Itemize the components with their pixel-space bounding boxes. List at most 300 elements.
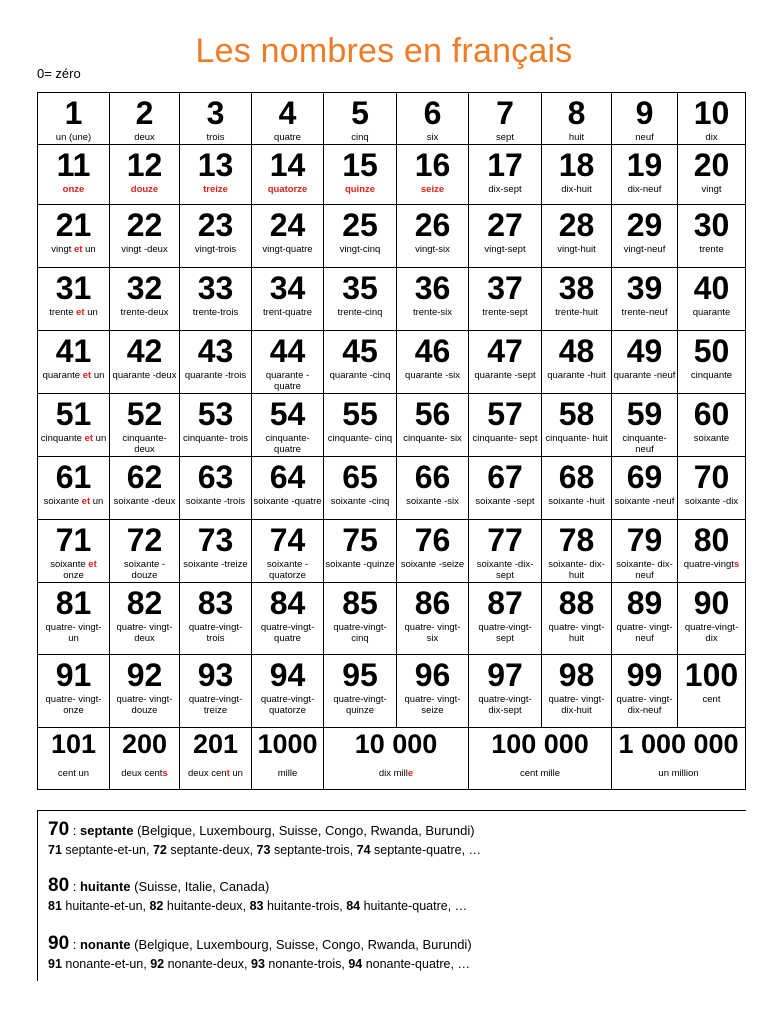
number-digit: 99 xyxy=(626,657,663,693)
number-word: quatre-vingt- quatorze xyxy=(260,694,315,716)
number-digit: 83 xyxy=(197,585,234,621)
number-digit: 60 xyxy=(693,396,730,432)
number-digit: 57 xyxy=(487,396,523,432)
table-row xyxy=(38,655,746,728)
example-number: 93 xyxy=(251,957,265,971)
number-digit: 96 xyxy=(414,657,451,693)
table-row xyxy=(38,268,746,331)
number-digit: 18 xyxy=(558,147,595,183)
number-cell xyxy=(678,205,746,268)
number-word: cinquante et un xyxy=(40,433,107,444)
number-digit: 27 xyxy=(487,207,523,243)
number-cell xyxy=(469,394,542,457)
number-cell xyxy=(612,205,678,268)
number-digit: 30 xyxy=(693,207,730,243)
number-word: neuf xyxy=(635,132,654,143)
number-cell xyxy=(678,394,746,457)
number-word: quatre-vingt- sept xyxy=(478,622,532,644)
number-digit: 69 xyxy=(626,459,663,495)
number-digit: 11 xyxy=(56,147,91,183)
number-cell xyxy=(110,583,180,655)
number-word: trente-huit xyxy=(555,307,598,318)
number-digit: 80 xyxy=(693,522,730,558)
number-digit: 70 xyxy=(693,459,730,495)
number-word: seize xyxy=(420,184,445,195)
number-word: dix xyxy=(705,132,718,143)
number-cell xyxy=(469,205,542,268)
number-digit: 61 xyxy=(55,459,92,495)
variant-examples xyxy=(48,957,472,971)
table-row xyxy=(38,331,746,394)
number-cell xyxy=(469,520,542,583)
number-cell xyxy=(397,205,469,268)
number-digit: 94 xyxy=(269,657,306,693)
number-cell xyxy=(542,268,612,331)
number-word: quatre- vingt- six xyxy=(404,622,461,644)
number-word: quatre- vingt- neuf xyxy=(616,622,673,644)
number-cell xyxy=(542,457,612,520)
number-digit: 43 xyxy=(197,333,234,369)
example-number: 72 xyxy=(152,843,167,857)
number-cell xyxy=(469,268,542,331)
number-cell xyxy=(324,331,397,394)
number-cell xyxy=(397,268,469,331)
highlight-mark: et xyxy=(74,244,83,255)
number-word: cinquante- deux xyxy=(122,433,167,455)
number-cell xyxy=(180,520,252,583)
number-digit: 20 xyxy=(693,147,730,183)
number-cell xyxy=(324,520,397,583)
number-word: cent un xyxy=(57,768,90,779)
number-word: quatre-vingt- dix-sept xyxy=(478,694,532,716)
number-cell xyxy=(324,268,397,331)
number-digit: 65 xyxy=(342,459,378,495)
number-digit: 91 xyxy=(55,657,92,693)
number-cell xyxy=(38,655,110,728)
number-digit: 8 xyxy=(567,95,586,131)
variant-countries: (Suisse, Italie, Canada) xyxy=(134,879,270,894)
number-digit: 1 000 000 xyxy=(618,729,739,759)
number-digit: 85 xyxy=(342,585,378,621)
number-word: soixante -six xyxy=(406,496,459,507)
number-word: quatre- vingt- huit xyxy=(548,622,605,644)
number-word: quarante -quatre xyxy=(265,370,310,392)
number-digit: 23 xyxy=(197,207,234,243)
number-digit: 81 xyxy=(55,585,92,621)
number-word: cinq xyxy=(351,132,369,143)
number-digit: 26 xyxy=(414,207,451,243)
number-cell xyxy=(678,457,746,520)
number-word: soixante -trois xyxy=(185,496,246,507)
number-word: deux xyxy=(134,132,155,143)
number-cell xyxy=(397,331,469,394)
number-cell xyxy=(110,520,180,583)
number-word: huit xyxy=(568,132,585,143)
number-cell xyxy=(110,145,180,205)
number-digit: 40 xyxy=(693,270,730,306)
number-digit: 51 xyxy=(55,396,92,432)
number-digit: 39 xyxy=(626,270,663,306)
example-number: 82 xyxy=(149,899,164,913)
variant-countries: (Belgique, Luxembourg, Suisse, Congo, Rwanda, Burundi) xyxy=(134,937,472,952)
regional-variants-box xyxy=(37,810,746,981)
number-word: vingt-quatre xyxy=(262,244,313,255)
number-cell xyxy=(180,655,252,728)
example-word: huitante-et-un, xyxy=(65,899,146,913)
highlight-mark: t xyxy=(226,768,230,779)
example-number: 83 xyxy=(249,899,264,913)
number-cell xyxy=(542,394,612,457)
highlight-mark: et xyxy=(82,370,92,381)
number-digit: 15 xyxy=(342,147,378,183)
number-word: cinquante- huit xyxy=(545,433,608,444)
number-cell xyxy=(38,520,110,583)
example-word: nonante-et-un, xyxy=(65,957,147,971)
number-word: trente et un xyxy=(49,307,98,318)
number-cell xyxy=(110,728,180,790)
number-word: soixante -neuf xyxy=(614,496,675,507)
number-digit: 55 xyxy=(342,396,378,432)
number-word: quarante -sept xyxy=(474,370,536,381)
number-cell xyxy=(324,145,397,205)
number-cell xyxy=(612,728,746,790)
number-cell xyxy=(38,205,110,268)
number-digit: 201 xyxy=(192,729,239,759)
number-word: quatre-vingt- quinze xyxy=(333,694,387,716)
number-digit: 68 xyxy=(558,459,595,495)
number-digit: 46 xyxy=(414,333,451,369)
number-cell xyxy=(180,93,252,145)
number-word: vingt xyxy=(701,184,722,195)
highlight-mark: s xyxy=(733,559,740,570)
variant-block: 80 : huitante (Suisse, Italie, Canada) 81 huitante-et-un, 82 huitante-deux, 83 huitante-trois, 84 huitante-quatre, … xyxy=(48,875,468,913)
number-word: cinquante- cinq xyxy=(327,433,393,444)
number-digit: 71 xyxy=(55,522,92,558)
number-word: quatre- vingt- dix-huit xyxy=(548,694,605,716)
number-digit: 200 xyxy=(121,729,168,759)
number-digit: 78 xyxy=(558,522,595,558)
number-word: quarante -trois xyxy=(184,370,247,381)
number-cell xyxy=(38,268,110,331)
number-digit: 47 xyxy=(487,333,523,369)
number-word: soixante -sept xyxy=(475,496,535,507)
number-cell xyxy=(678,331,746,394)
number-word: trente-six xyxy=(412,307,453,318)
number-digit: 100 000 xyxy=(491,729,589,759)
number-cell xyxy=(678,268,746,331)
number-word: soixante -deux xyxy=(113,496,176,507)
page-title: Les nombres en français xyxy=(195,32,573,70)
number-cell xyxy=(38,93,110,145)
numbers-table xyxy=(37,92,746,790)
number-word: vingt-sept xyxy=(484,244,526,255)
number-digit: 89 xyxy=(626,585,663,621)
number-cell xyxy=(110,331,180,394)
variant-name: nonante xyxy=(79,937,131,952)
number-digit: 34 xyxy=(269,270,306,306)
example-word: huitante-trois, xyxy=(266,899,343,913)
number-digit: 22 xyxy=(126,207,163,243)
example-word: nonante-quatre, … xyxy=(365,957,470,971)
number-word: douze xyxy=(130,184,159,195)
number-word: soixante -cinq xyxy=(330,496,390,507)
number-cell xyxy=(469,583,542,655)
number-digit: 49 xyxy=(626,333,663,369)
number-digit: 50 xyxy=(693,333,730,369)
number-word: onze xyxy=(62,184,85,195)
number-digit: 75 xyxy=(342,522,378,558)
number-word: soixante -dix-sept xyxy=(476,559,534,581)
number-word: vingt-neuf xyxy=(623,244,666,255)
number-word: soixante -huit xyxy=(548,496,605,507)
number-cell xyxy=(180,331,252,394)
number-cell xyxy=(180,583,252,655)
highlight-mark: e xyxy=(407,768,414,779)
number-word: quatre-vingt- quatre xyxy=(260,622,315,644)
number-cell xyxy=(612,655,678,728)
number-cell xyxy=(252,205,324,268)
number-digit: 74 xyxy=(269,522,306,558)
number-cell xyxy=(252,145,324,205)
number-cell xyxy=(180,394,252,457)
number-digit: 44 xyxy=(269,333,306,369)
number-digit: 82 xyxy=(126,585,163,621)
number-digit: 58 xyxy=(558,396,595,432)
number-digit: 3 xyxy=(206,95,225,131)
example-number: 94 xyxy=(348,957,363,971)
number-cell xyxy=(324,583,397,655)
number-word: quatre- vingt- seize xyxy=(404,694,461,716)
variant-examples xyxy=(48,899,467,913)
number-word: quatre- vingt- onze xyxy=(45,694,102,716)
number-word: soixante et onze xyxy=(50,559,97,581)
number-digit: 17 xyxy=(487,147,523,183)
number-digit: 29 xyxy=(626,207,663,243)
number-word: sept xyxy=(496,132,514,143)
number-cell xyxy=(110,457,180,520)
example-word: nonante-trois, xyxy=(268,957,345,971)
number-word: vingt -deux xyxy=(121,244,168,255)
number-digit: 21 xyxy=(55,207,92,243)
number-digit: 59 xyxy=(626,396,663,432)
number-digit: 73 xyxy=(197,522,234,558)
number-word: quatre- vingt- un xyxy=(45,622,102,644)
number-cell xyxy=(542,145,612,205)
number-cell xyxy=(110,268,180,331)
number-digit: 67 xyxy=(487,459,523,495)
number-word: quatre-vingt- cinq xyxy=(333,622,387,644)
number-digit: 66 xyxy=(414,459,451,495)
number-digit: 10 xyxy=(693,95,730,131)
number-word: cent mille xyxy=(519,768,561,779)
number-word: six xyxy=(426,132,439,143)
variant-number: 80 xyxy=(48,875,70,896)
example-number: 71 xyxy=(48,843,62,857)
number-word: quatre- vingt- deux xyxy=(116,622,173,644)
number-word: soixante -quinze xyxy=(325,559,395,570)
number-word: trois xyxy=(206,132,225,143)
variant-name: huitante xyxy=(79,879,131,894)
number-cell xyxy=(252,394,324,457)
number-cell xyxy=(678,145,746,205)
number-digit: 10 000 xyxy=(354,729,438,759)
variant-number: 90 xyxy=(48,933,70,954)
number-word: deux cents xyxy=(121,768,168,779)
number-cell xyxy=(180,457,252,520)
example-number: 74 xyxy=(356,843,371,857)
number-cell xyxy=(678,655,746,728)
number-word: soixante -treize xyxy=(183,559,248,570)
number-digit: 56 xyxy=(414,396,451,432)
number-cell xyxy=(542,583,612,655)
number-word: soixante et un xyxy=(43,496,104,507)
number-word: soixante- dix-neuf xyxy=(616,559,673,581)
number-word: cinquante xyxy=(690,370,733,381)
example-number: 91 xyxy=(48,957,62,971)
number-cell xyxy=(469,93,542,145)
number-word: cinquante- quatre xyxy=(265,433,310,455)
number-word: quatorze xyxy=(267,184,308,195)
number-word: soixante -quatre xyxy=(253,496,322,507)
number-digit: 52 xyxy=(126,396,163,432)
highlight-mark: et xyxy=(88,559,97,570)
number-cell xyxy=(542,655,612,728)
number-cell xyxy=(612,457,678,520)
number-digit: 92 xyxy=(126,657,163,693)
number-cell xyxy=(612,583,678,655)
number-word: vingt-cinq xyxy=(339,244,381,255)
number-cell xyxy=(469,145,542,205)
number-digit: 97 xyxy=(487,657,523,693)
number-digit: 90 xyxy=(693,585,730,621)
number-digit: 2 xyxy=(135,95,154,131)
highlight-mark: et xyxy=(76,307,85,318)
variant-examples xyxy=(48,843,481,857)
number-word: un (une) xyxy=(55,132,92,143)
number-digit: 9 xyxy=(635,95,654,131)
number-word: dix-huit xyxy=(561,184,592,195)
number-word: treize xyxy=(203,184,228,195)
number-digit: 72 xyxy=(126,522,163,558)
number-cell xyxy=(38,728,110,790)
number-cell xyxy=(110,205,180,268)
number-word: trente-sept xyxy=(482,307,528,318)
number-cell xyxy=(252,583,324,655)
number-cell xyxy=(180,145,252,205)
table-row xyxy=(38,583,746,655)
number-word: dix-neuf xyxy=(627,184,662,195)
example-number: 81 xyxy=(48,899,62,913)
number-cell xyxy=(678,583,746,655)
number-word: cinquante- six xyxy=(403,433,462,444)
number-digit: 77 xyxy=(487,522,523,558)
number-digit: 1000 xyxy=(257,729,318,759)
number-cell xyxy=(38,583,110,655)
number-digit: 5 xyxy=(351,95,369,131)
number-word: soixante- dix-huit xyxy=(548,559,605,581)
example-number: 73 xyxy=(256,843,271,857)
table-row xyxy=(38,145,746,205)
number-digit: 12 xyxy=(126,147,163,183)
number-word: quarante -neuf xyxy=(613,370,676,381)
number-cell xyxy=(397,394,469,457)
number-cell xyxy=(38,331,110,394)
number-word: vingt-trois xyxy=(194,244,237,255)
number-cell xyxy=(612,394,678,457)
number-digit: 7 xyxy=(496,95,514,131)
number-cell xyxy=(324,394,397,457)
number-cell xyxy=(612,93,678,145)
number-word: quatre-vingt- treize xyxy=(188,694,243,716)
number-digit: 36 xyxy=(414,270,451,306)
number-digit: 6 xyxy=(423,95,442,131)
number-word: quatre-vingt- trois xyxy=(188,622,243,644)
highlight-mark: et xyxy=(84,433,94,444)
number-cell xyxy=(542,205,612,268)
number-digit: 28 xyxy=(558,207,595,243)
number-digit: 19 xyxy=(626,147,663,183)
number-word: deux cent un xyxy=(188,768,243,779)
number-cell xyxy=(678,520,746,583)
variant-name: septante xyxy=(79,823,134,838)
number-digit: 38 xyxy=(558,270,595,306)
number-word: quatre- vingt- dix-neuf xyxy=(616,694,673,716)
number-cell xyxy=(469,457,542,520)
number-word: quarante xyxy=(692,307,731,318)
number-word: trente-trois xyxy=(192,307,239,318)
number-cell xyxy=(397,457,469,520)
number-digit: 4 xyxy=(278,95,297,131)
number-digit: 42 xyxy=(126,333,163,369)
number-digit: 76 xyxy=(414,522,451,558)
number-word: soixante xyxy=(693,433,730,444)
number-word: vingt-huit xyxy=(557,244,596,255)
number-cell xyxy=(397,655,469,728)
number-cell xyxy=(542,93,612,145)
number-cell xyxy=(324,457,397,520)
number-digit: 95 xyxy=(342,657,378,693)
number-word: quatre-vingts xyxy=(683,559,740,570)
number-cell xyxy=(324,205,397,268)
number-digit: 53 xyxy=(197,396,234,432)
number-word: cent xyxy=(702,694,721,705)
number-cell xyxy=(469,655,542,728)
number-word: quarante et un xyxy=(42,370,105,381)
number-digit: 63 xyxy=(197,459,234,495)
number-word: soixante -quatorze xyxy=(266,559,309,581)
table-row xyxy=(38,457,746,520)
table-row xyxy=(38,394,746,457)
number-word: cinquante- sept xyxy=(472,433,538,444)
number-cell xyxy=(252,457,324,520)
number-word: un million xyxy=(658,768,699,779)
number-cell xyxy=(252,268,324,331)
number-word: dix mille xyxy=(378,768,414,779)
number-digit: 45 xyxy=(342,333,378,369)
number-word: trente-deux xyxy=(120,307,169,318)
table-row xyxy=(38,205,746,268)
number-digit: 84 xyxy=(269,585,306,621)
number-cell xyxy=(397,520,469,583)
number-word: quinze xyxy=(344,184,376,195)
number-cell xyxy=(612,268,678,331)
number-cell xyxy=(110,655,180,728)
number-digit: 31 xyxy=(55,270,92,306)
number-digit: 98 xyxy=(558,657,595,693)
number-digit: 25 xyxy=(342,207,378,243)
variant-block: 90 : nonante (Belgique, Luxembourg, Suisse, Congo, Rwanda, Burundi) 91 nonante-et-un, 92 nonante-deux, 93 nonante-trois, 94 nonante-quatre, … xyxy=(48,933,472,971)
number-cell xyxy=(324,93,397,145)
